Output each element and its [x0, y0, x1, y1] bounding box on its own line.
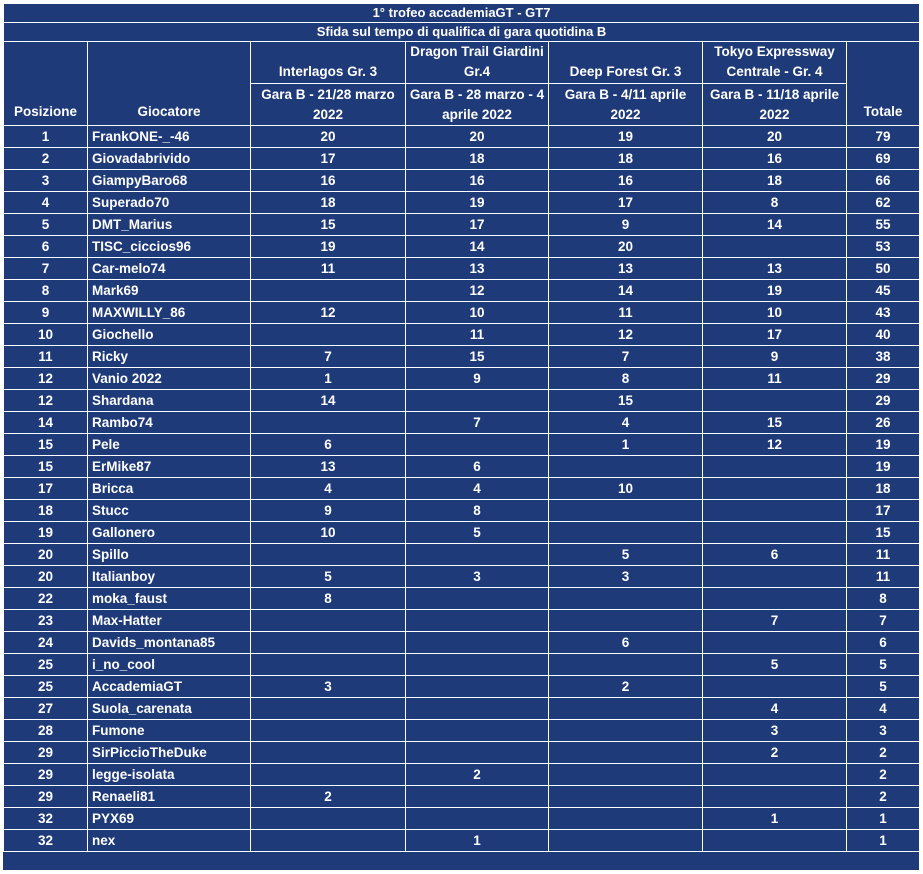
total-cell: 2	[847, 742, 920, 764]
header-date-4: Gara B - 11/18 aprile 2022	[703, 84, 847, 126]
total-cell: 43	[847, 302, 920, 324]
race-2-points	[406, 544, 549, 566]
table-row	[4, 676, 920, 698]
table-row	[4, 170, 920, 192]
table-row	[4, 126, 920, 148]
race-2-points: 11	[406, 324, 549, 346]
player-cell: PYX69	[88, 808, 251, 830]
race-1-points	[251, 698, 406, 720]
table-row	[4, 522, 920, 544]
race-1-points: 18	[251, 192, 406, 214]
race-3-points	[549, 588, 703, 610]
table-row	[4, 764, 920, 786]
header-track-2: Dragon Trail Giardini Gr.4	[406, 42, 549, 84]
race-3-points: 6	[549, 632, 703, 654]
race-1-points	[251, 632, 406, 654]
race-2-points: 18	[406, 148, 549, 170]
race-2-points: 7	[406, 412, 549, 434]
position-cell: 28	[4, 720, 88, 742]
race-4-points: 20	[703, 126, 847, 148]
race-2-points	[406, 742, 549, 764]
race-1-points: 11	[251, 258, 406, 280]
race-1-points: 12	[251, 302, 406, 324]
player-cell: Fumone	[88, 720, 251, 742]
total-cell: 66	[847, 170, 920, 192]
total-cell: 38	[847, 346, 920, 368]
player-cell: Rambo74	[88, 412, 251, 434]
race-1-points: 5	[251, 566, 406, 588]
position-cell: 5	[4, 214, 88, 236]
table-row	[4, 654, 920, 676]
total-cell: 1	[847, 808, 920, 830]
race-1-points	[251, 830, 406, 852]
position-cell: 32	[4, 808, 88, 830]
race-3-points: 18	[549, 148, 703, 170]
race-3-points: 9	[549, 214, 703, 236]
race-4-points	[703, 588, 847, 610]
race-4-points	[703, 632, 847, 654]
position-cell: 20	[4, 566, 88, 588]
race-4-points: 2	[703, 742, 847, 764]
total-cell: 2	[847, 786, 920, 808]
race-3-points	[549, 522, 703, 544]
total-cell: 15	[847, 522, 920, 544]
header-date-3: Gara B - 4/11 aprile 2022	[549, 84, 703, 126]
player-cell: Ricky	[88, 346, 251, 368]
player-cell: MAXWILLY_86	[88, 302, 251, 324]
header-player: Giocatore	[88, 42, 251, 126]
race-1-points: 8	[251, 588, 406, 610]
race-1-points: 14	[251, 390, 406, 412]
player-cell: Car-melo74	[88, 258, 251, 280]
race-3-points	[549, 786, 703, 808]
total-cell: 6	[847, 632, 920, 654]
subtitle-row	[4, 23, 920, 42]
race-3-points: 8	[549, 368, 703, 390]
race-1-points: 9	[251, 500, 406, 522]
header-track-4: Tokyo Expressway Centrale - Gr. 4	[703, 42, 847, 84]
total-cell: 19	[847, 456, 920, 478]
player-cell: nex	[88, 830, 251, 852]
total-cell: 50	[847, 258, 920, 280]
position-cell: 12	[4, 390, 88, 412]
table-row	[4, 368, 920, 390]
position-cell: 29	[4, 786, 88, 808]
race-3-points: 19	[549, 126, 703, 148]
table-row	[4, 500, 920, 522]
table-row	[4, 346, 920, 368]
total-cell: 79	[847, 126, 920, 148]
race-3-points	[549, 698, 703, 720]
race-1-points: 1	[251, 368, 406, 390]
race-3-points: 1	[549, 434, 703, 456]
table-row	[4, 236, 920, 258]
race-4-points: 5	[703, 654, 847, 676]
position-cell: 25	[4, 676, 88, 698]
player-cell: Shardana	[88, 390, 251, 412]
race-4-points: 15	[703, 412, 847, 434]
race-3-points: 13	[549, 258, 703, 280]
table-row	[4, 456, 920, 478]
position-cell: 12	[4, 368, 88, 390]
header-total: Totale	[847, 42, 920, 126]
race-2-points: 13	[406, 258, 549, 280]
race-1-points	[251, 764, 406, 786]
race-2-points: 2	[406, 764, 549, 786]
table-row	[4, 302, 920, 324]
race-2-points: 15	[406, 346, 549, 368]
player-cell: Giovadabrivido	[88, 148, 251, 170]
total-cell: 3	[847, 720, 920, 742]
race-3-points: 20	[549, 236, 703, 258]
race-1-points	[251, 544, 406, 566]
player-cell: Mark69	[88, 280, 251, 302]
race-4-points: 6	[703, 544, 847, 566]
race-2-points: 12	[406, 280, 549, 302]
total-cell: 5	[847, 676, 920, 698]
race-1-points: 20	[251, 126, 406, 148]
position-cell: 19	[4, 522, 88, 544]
position-cell: 14	[4, 412, 88, 434]
total-cell: 53	[847, 236, 920, 258]
position-cell: 18	[4, 500, 88, 522]
race-3-points: 15	[549, 390, 703, 412]
race-4-points	[703, 786, 847, 808]
race-4-points	[703, 390, 847, 412]
race-1-points: 7	[251, 346, 406, 368]
table-subtitle: Sfida sul tempo di qualifica di gara quotidina B	[4, 23, 920, 42]
total-cell: 26	[847, 412, 920, 434]
race-1-points	[251, 280, 406, 302]
race-4-points: 3	[703, 720, 847, 742]
race-2-points: 3	[406, 566, 549, 588]
race-4-points	[703, 236, 847, 258]
race-3-points: 11	[549, 302, 703, 324]
table-row	[4, 566, 920, 588]
race-3-points: 7	[549, 346, 703, 368]
player-cell: moka_faust	[88, 588, 251, 610]
position-cell: 10	[4, 324, 88, 346]
player-cell: Bricca	[88, 478, 251, 500]
race-2-points: 19	[406, 192, 549, 214]
race-4-points: 7	[703, 610, 847, 632]
race-4-points	[703, 500, 847, 522]
player-cell: TISC_ciccios96	[88, 236, 251, 258]
race-2-points	[406, 654, 549, 676]
race-2-points	[406, 676, 549, 698]
total-cell: 8	[847, 588, 920, 610]
table-row	[4, 742, 920, 764]
race-1-points: 4	[251, 478, 406, 500]
race-1-points	[251, 610, 406, 632]
total-cell: 1	[847, 830, 920, 852]
race-4-points	[703, 830, 847, 852]
total-cell: 29	[847, 390, 920, 412]
table-row	[4, 808, 920, 830]
race-2-points	[406, 698, 549, 720]
race-2-points: 9	[406, 368, 549, 390]
race-3-points	[549, 742, 703, 764]
table-row	[4, 720, 920, 742]
table-row	[4, 544, 920, 566]
race-3-points: 10	[549, 478, 703, 500]
race-3-points	[549, 764, 703, 786]
position-cell: 11	[4, 346, 88, 368]
total-cell: 19	[847, 434, 920, 456]
race-3-points	[549, 720, 703, 742]
player-cell: legge-isolata	[88, 764, 251, 786]
position-cell: 32	[4, 830, 88, 852]
player-cell: SirPiccioTheDuke	[88, 742, 251, 764]
table-row	[4, 148, 920, 170]
position-cell: 4	[4, 192, 88, 214]
race-3-points: 12	[549, 324, 703, 346]
total-cell: 4	[847, 698, 920, 720]
race-1-points: 19	[251, 236, 406, 258]
race-4-points: 10	[703, 302, 847, 324]
race-3-points: 14	[549, 280, 703, 302]
player-cell: i_no_cool	[88, 654, 251, 676]
total-cell: 18	[847, 478, 920, 500]
race-1-points: 17	[251, 148, 406, 170]
player-cell: GiampyBaro68	[88, 170, 251, 192]
race-4-points: 12	[703, 434, 847, 456]
table-row	[4, 786, 920, 808]
race-4-points	[703, 478, 847, 500]
race-2-points	[406, 434, 549, 456]
header-track-1: Interlagos Gr. 3	[251, 42, 406, 84]
position-cell: 25	[4, 654, 88, 676]
race-4-points	[703, 676, 847, 698]
race-2-points: 16	[406, 170, 549, 192]
race-1-points: 13	[251, 456, 406, 478]
race-2-points	[406, 390, 549, 412]
table-row	[4, 214, 920, 236]
race-1-points: 16	[251, 170, 406, 192]
race-3-points	[549, 808, 703, 830]
race-3-points: 5	[549, 544, 703, 566]
race-1-points	[251, 742, 406, 764]
race-3-points: 16	[549, 170, 703, 192]
total-cell: 62	[847, 192, 920, 214]
header-track-3: Deep Forest Gr. 3	[549, 42, 703, 84]
race-1-points: 10	[251, 522, 406, 544]
race-2-points	[406, 786, 549, 808]
player-cell: Max-Hatter	[88, 610, 251, 632]
race-1-points: 3	[251, 676, 406, 698]
race-2-points	[406, 610, 549, 632]
position-cell: 22	[4, 588, 88, 610]
race-2-points	[406, 808, 549, 830]
table-row	[4, 412, 920, 434]
race-2-points: 4	[406, 478, 549, 500]
position-cell: 2	[4, 148, 88, 170]
race-4-points: 4	[703, 698, 847, 720]
position-cell: 8	[4, 280, 88, 302]
position-cell: 6	[4, 236, 88, 258]
race-2-points: 20	[406, 126, 549, 148]
race-3-points	[549, 456, 703, 478]
race-2-points: 14	[406, 236, 549, 258]
player-cell: Spillo	[88, 544, 251, 566]
header-row-track	[4, 42, 920, 84]
race-2-points	[406, 632, 549, 654]
total-cell: 17	[847, 500, 920, 522]
player-cell: Pele	[88, 434, 251, 456]
total-cell: 29	[847, 368, 920, 390]
player-cell: Giochello	[88, 324, 251, 346]
race-3-points: 17	[549, 192, 703, 214]
table-row	[4, 258, 920, 280]
table-row	[4, 280, 920, 302]
race-1-points	[251, 808, 406, 830]
player-cell: Renaeli81	[88, 786, 251, 808]
race-4-points: 19	[703, 280, 847, 302]
race-4-points	[703, 764, 847, 786]
race-4-points: 14	[703, 214, 847, 236]
total-cell: 69	[847, 148, 920, 170]
position-cell: 24	[4, 632, 88, 654]
total-cell: 2	[847, 764, 920, 786]
race-4-points: 17	[703, 324, 847, 346]
total-cell: 7	[847, 610, 920, 632]
race-2-points: 10	[406, 302, 549, 324]
table-row	[4, 632, 920, 654]
race-2-points: 8	[406, 500, 549, 522]
position-cell: 15	[4, 434, 88, 456]
race-2-points: 6	[406, 456, 549, 478]
race-3-points	[549, 500, 703, 522]
player-cell: Davids_montana85	[88, 632, 251, 654]
race-1-points: 15	[251, 214, 406, 236]
position-cell: 23	[4, 610, 88, 632]
race-1-points	[251, 720, 406, 742]
race-2-points: 1	[406, 830, 549, 852]
race-3-points	[549, 610, 703, 632]
race-3-points	[549, 830, 703, 852]
race-4-points	[703, 566, 847, 588]
race-4-points: 18	[703, 170, 847, 192]
race-4-points: 13	[703, 258, 847, 280]
total-cell: 11	[847, 566, 920, 588]
table-row	[4, 324, 920, 346]
player-cell: Stucc	[88, 500, 251, 522]
player-cell: Suola_carenata	[88, 698, 251, 720]
race-2-points: 17	[406, 214, 549, 236]
player-cell: ErMike87	[88, 456, 251, 478]
table-row	[4, 610, 920, 632]
standings-table	[3, 3, 920, 852]
race-4-points	[703, 522, 847, 544]
race-3-points: 2	[549, 676, 703, 698]
race-2-points: 5	[406, 522, 549, 544]
race-4-points: 16	[703, 148, 847, 170]
race-4-points: 11	[703, 368, 847, 390]
table-row	[4, 698, 920, 720]
total-cell: 11	[847, 544, 920, 566]
table-row	[4, 478, 920, 500]
race-3-points: 4	[549, 412, 703, 434]
position-cell: 29	[4, 742, 88, 764]
race-4-points: 1	[703, 808, 847, 830]
race-4-points	[703, 456, 847, 478]
position-cell: 3	[4, 170, 88, 192]
race-1-points: 6	[251, 434, 406, 456]
table-row	[4, 434, 920, 456]
position-cell: 20	[4, 544, 88, 566]
player-cell: Italianboy	[88, 566, 251, 588]
race-2-points	[406, 588, 549, 610]
table-row	[4, 390, 920, 412]
position-cell: 29	[4, 764, 88, 786]
race-2-points	[406, 720, 549, 742]
race-4-points: 9	[703, 346, 847, 368]
total-cell: 55	[847, 214, 920, 236]
header-date-1: Gara B - 21/28 marzo 2022	[251, 84, 406, 126]
total-cell: 5	[847, 654, 920, 676]
race-1-points	[251, 412, 406, 434]
position-cell: 27	[4, 698, 88, 720]
standings-sheet	[2, 2, 920, 871]
table-row	[4, 588, 920, 610]
player-cell: FrankONE-_-46	[88, 126, 251, 148]
position-cell: 17	[4, 478, 88, 500]
position-cell: 1	[4, 126, 88, 148]
race-1-points	[251, 654, 406, 676]
race-3-points: 3	[549, 566, 703, 588]
race-3-points	[549, 654, 703, 676]
position-cell: 7	[4, 258, 88, 280]
total-cell: 45	[847, 280, 920, 302]
player-cell: AccademiaGT	[88, 676, 251, 698]
table-title: 1° trofeo accademiaGT - GT7	[4, 4, 920, 23]
player-cell: Superado70	[88, 192, 251, 214]
table-row	[4, 830, 920, 852]
total-cell: 40	[847, 324, 920, 346]
player-cell: Gallonero	[88, 522, 251, 544]
header-date-2: Gara B - 28 marzo - 4 aprile 2022	[406, 84, 549, 126]
table-row	[4, 192, 920, 214]
position-cell: 15	[4, 456, 88, 478]
race-1-points: 2	[251, 786, 406, 808]
player-cell: Vanio 2022	[88, 368, 251, 390]
race-1-points	[251, 324, 406, 346]
race-4-points: 8	[703, 192, 847, 214]
header-position: Posizione	[4, 42, 88, 126]
position-cell: 9	[4, 302, 88, 324]
title-row	[4, 4, 920, 23]
player-cell: DMT_Marius	[88, 214, 251, 236]
